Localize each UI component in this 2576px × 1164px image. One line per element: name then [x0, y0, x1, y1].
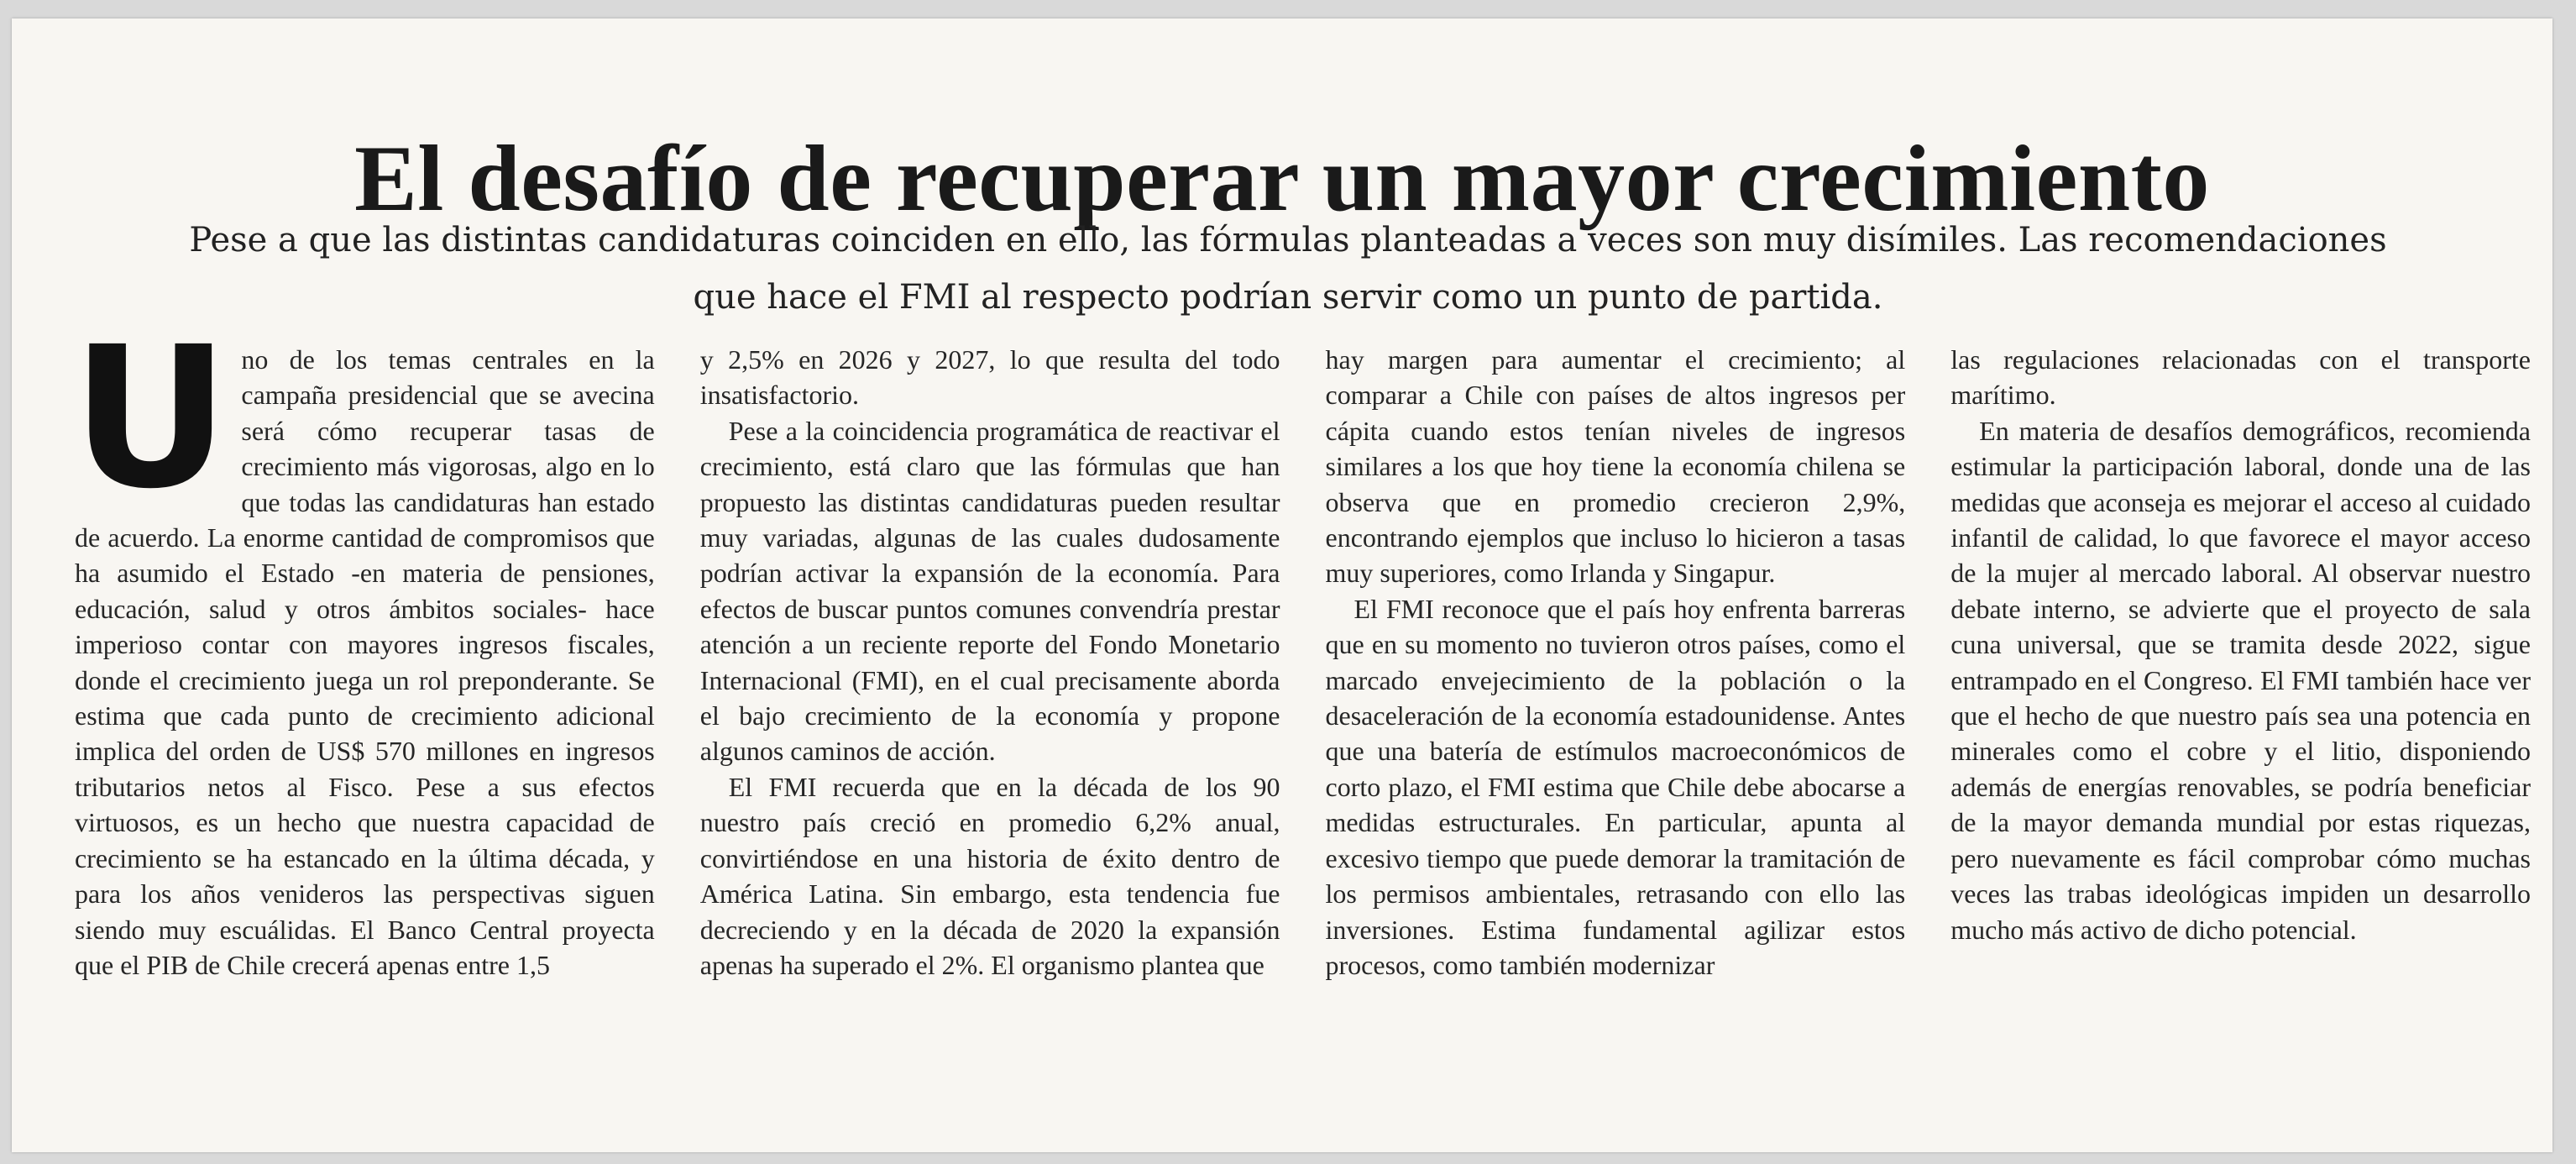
paragraph: las regulaciones relacionadas con el transporte marítimo. — [1950, 344, 2531, 411]
headline: El desafío de recuperar un mayor crecimiento — [354, 127, 2210, 232]
drop-cap: U — [71, 305, 230, 532]
newspaper-page — [12, 18, 2552, 1152]
deck-subtitle: Pese a que las distintas candidaturas coinciden en ello, las fórmulas planteadas a veces son muy disímiles. Las recomendaciones que hace el FMI al respecto podrían servir como un punto de partida. — [189, 221, 2387, 317]
paragraph: Pese a la coincidencia programática de reactivar el crecimiento, está claro que las fórmulas que han propuesto las distintas candidaturas pueden resultar muy variadas, algunas de las cuales dudosamente podrían activar la expansión de la economía. Para efectos de buscar puntos comunes convendría prestar atención a un reciente reporte del Fondo Monetario Internacional (FMI), en el cual precisamente aborda el bajo crecimiento de la economía y propone algunos caminos de acción. — [699, 415, 1280, 767]
article-column-3 — [1326, 342, 1906, 1148]
article-column-4 — [1950, 342, 2531, 1148]
paragraph: En materia de desafíos demográficos, recomienda estimular la participación laboral, donde una de las medidas que aconseja es mejorar el acceso al cuidado infantil de calidad, lo que favorece el mayor acceso de la mujer al mercado laboral. Al observar nuestro debate interno, se advierte que el proyecto de sala cuna universal, que se tramita desde 2022, sigue entrampado en el Congreso. El FMI también hace ver que el hecho de que nuestro país sea una potencia en minerales como el cobre y el litio, disponiendo además de energías renovables, se podría beneficiar de la mayor demanda mundial por estas riquezas, pero nuevamente es fácil comprobar cómo muchas veces las trabas ideológicas impiden un desarrollo mucho más activo de dicho potencial. — [1950, 415, 2531, 945]
paragraph: y 2,5% en 2026 y 2027, lo que resulta del todo insatisfactorio. — [699, 344, 1280, 411]
article-column-2 — [700, 342, 1280, 1148]
paragraph: El FMI reconoce que el país hoy enfrenta barreras que en su momento no tuvieron otros países, como el marcado envejecimiento de la población o la desaceleración de la economía estadounidense. Antes que una batería de estímulos macroeconómicos de corto plazo, el FMI estima que Chile debe abocarse a medidas estructurales. En particular, apunta al excesivo tiempo que puede demorar la tramitación de los permisos ambientales, retrasando con ello las inversiones. Estima fundamental agilizar estos procesos, como también modernizar — [1325, 593, 1906, 980]
paragraph — [71, 305, 655, 983]
paragraph: hay margen para aumentar el crecimiento; al comparar a Chile con países de altos ingresos per cápita cuando estos tenían niveles de ingresos similares a los que hoy tiene la economía chilena se observa que en promedio crecieron 2,9%, encontrando ejemplos que incluso lo hicieron a tasas muy superiores, como Irlanda y Singapur. — [1325, 344, 1906, 589]
paragraph: El FMI recuerda que en la década de los 90 nuestro país creció en promedio 6,2% anual, convirtiéndose en una historia de éxito dentro de América Latina. Sin embargo, esta tendencia fue decreciendo y en la década de 2020 la expansión apenas ha superado el 2%. El organismo plantea que — [699, 771, 1280, 980]
article-body — [71, 305, 2531, 1148]
article-column-1 — [71, 305, 655, 1148]
paragraph-text: no de los temas centrales en la campaña presidencial que se avecina será cómo recuperar tasas de crecimiento más vigorosas, algo en lo que todas las candidaturas han estado de acuerdo. La enorme cantidad de compromisos que ha asumido el Estado -en materia de pensiones, educación, salud y otros ámbitos sociales- hace imperioso contar con mayores ingresos fiscales, donde el crecimiento juega un rol preponderante. Se estima que cada punto de crecimiento adicional implica del orden de US$ 570 millones en ingresos tributarios netos al Fisco. Pese a sus efectos virtuosos, es un hecho que nuestra capacidad de crecimiento se ha estancado en la última década, y para los años venideros las perspectivas siguen siendo muy escuálidas. El Banco Central proyecta que el PIB de Chile crecerá apenas entre 1,5 — [75, 344, 655, 980]
